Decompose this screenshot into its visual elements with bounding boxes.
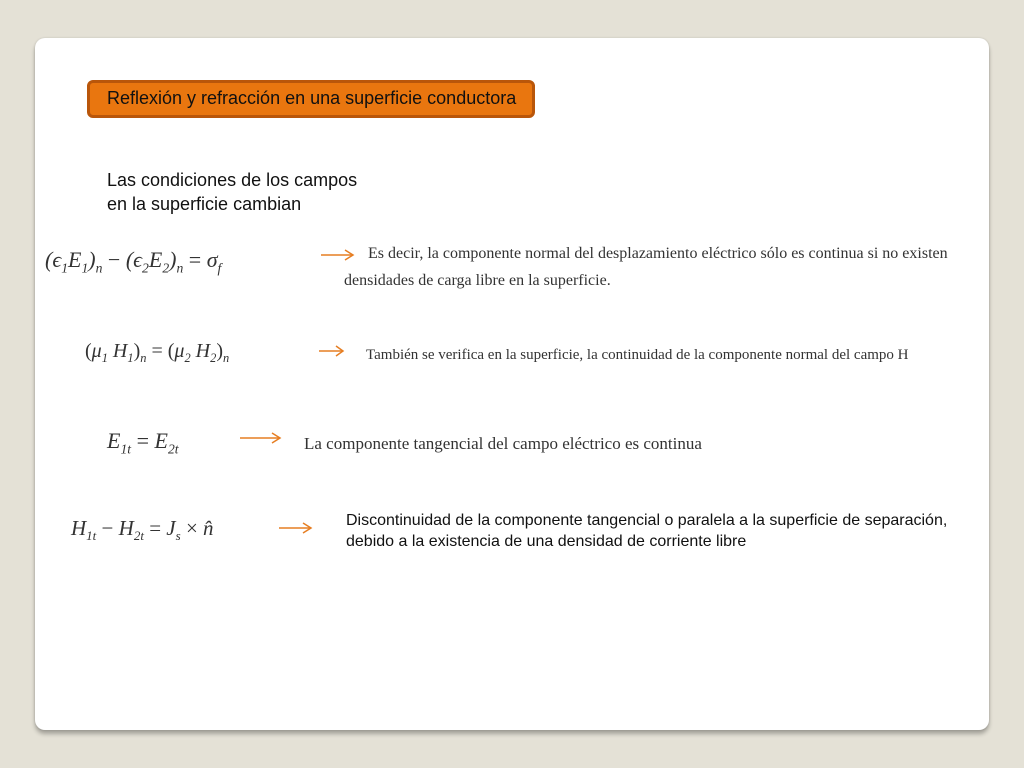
equation-2: ($\mu_1$ $H_1)_n = (\mu_2$ $H_2)_n$ — [85, 340, 230, 365]
arrow-icon — [240, 432, 282, 444]
equation-1-description: Es decir, la componente normal del desplazamiento eléctrico sólo es continua si no existen densidades de carga libre en la superficie. — [344, 245, 948, 289]
arrow-icon — [279, 522, 313, 534]
equation-1: $(\epsilon_1E_1)_n - (\epsilon_2E_2)_n = \sigma_f$ — [45, 247, 222, 276]
intro-text: Las condiciones de los campos en la superficie cambian — [107, 170, 358, 214]
equation-4-description: Discontinuidad de la componente tangencial o paralela a la superficie de separación, debido a la existencia de una densidad de corriente libre — [346, 512, 948, 550]
equation-3-description: La componente tangencial del campo eléctrico es continua — [304, 434, 702, 453]
equation-3: $E_{1t} = E_{2t}$ — [107, 428, 179, 457]
slide — [35, 38, 989, 730]
slide-title: Reflexión y refracción en una superficie conductora — [107, 88, 517, 108]
equation-4: $H_{1t} - H_{2t} = J_s$ × n̂ — [71, 516, 214, 544]
equation-2-description: También se verifica en la superficie, la continuidad de la componente normal del campo H — [366, 347, 909, 363]
